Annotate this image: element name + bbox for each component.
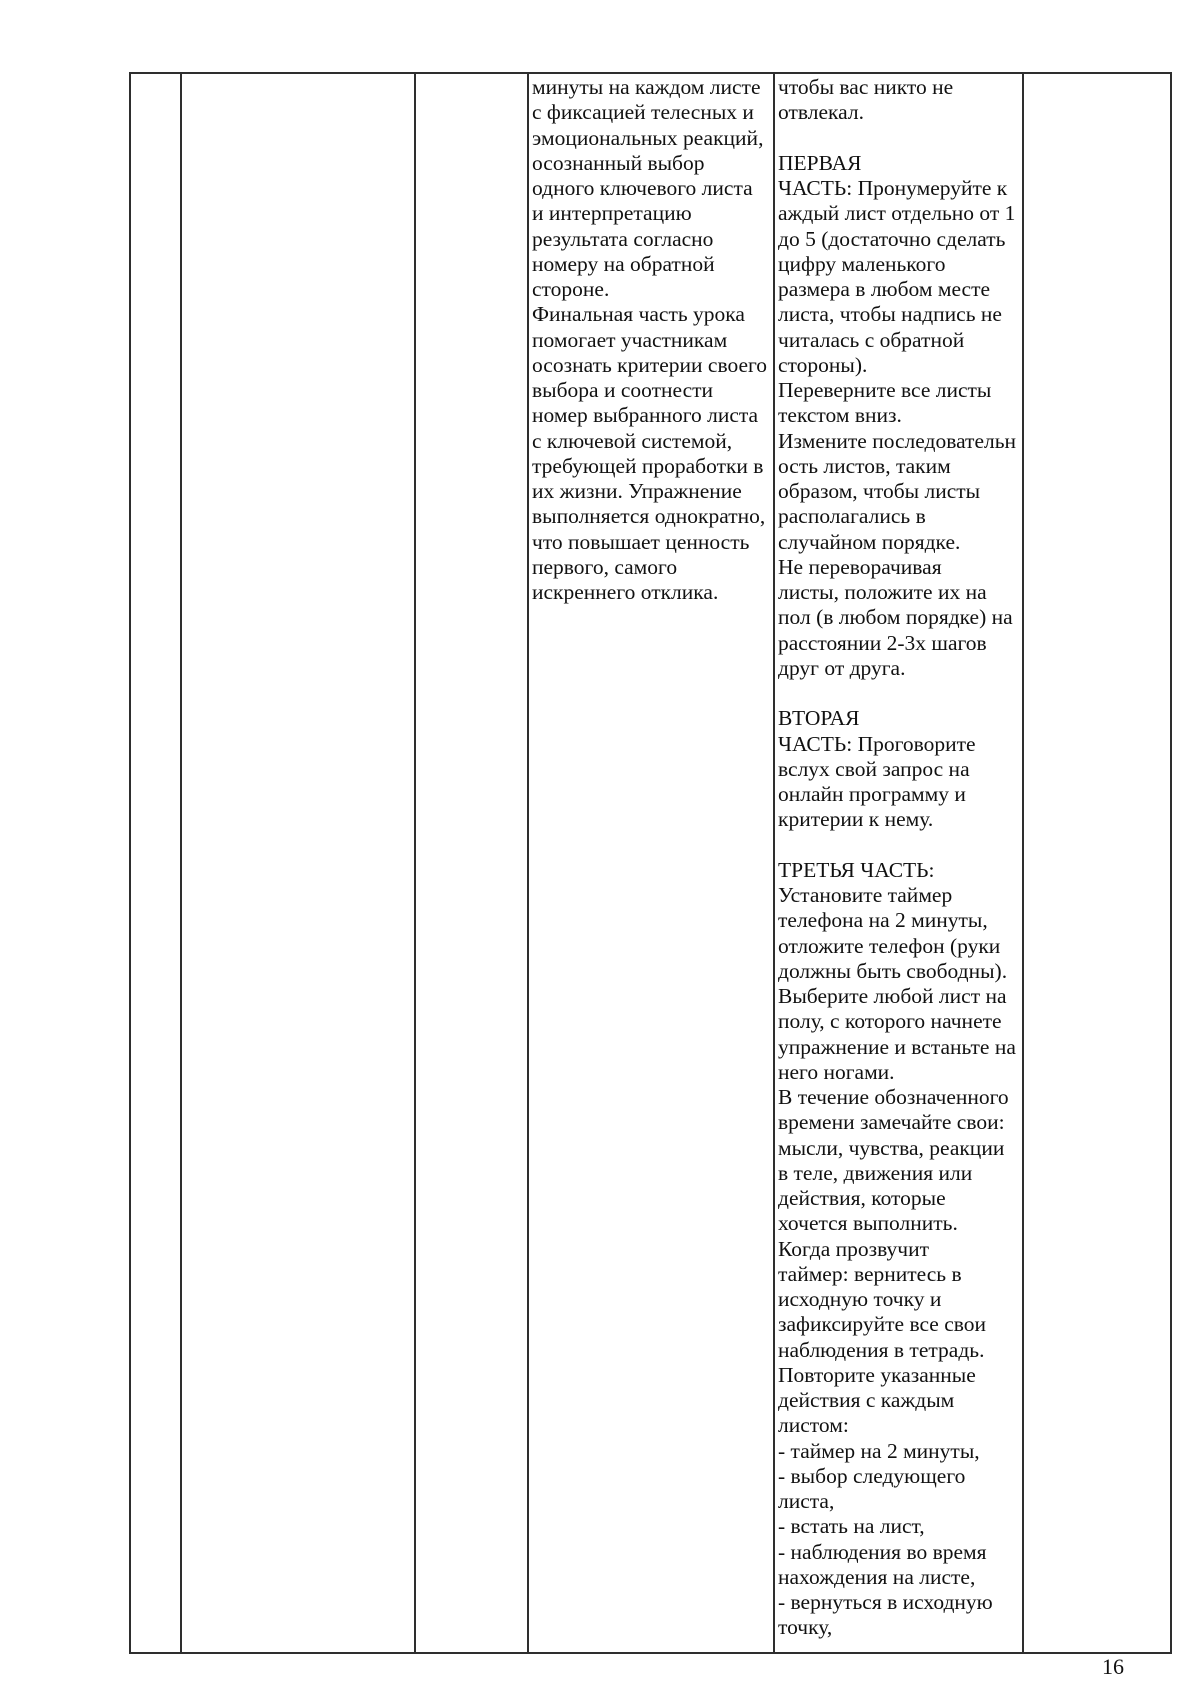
text-line: Финальная часть урока bbox=[532, 302, 745, 327]
text-line: в теле, движения или bbox=[778, 1160, 973, 1185]
table-cell-instructions bbox=[775, 74, 1024, 1652]
text-line: минуты на каждом листе bbox=[532, 75, 761, 99]
text-line: Не переворачивая bbox=[778, 554, 942, 579]
text-line: действия с каждым bbox=[778, 1388, 955, 1412]
text-line: листы, положите их на bbox=[778, 580, 987, 604]
text-line bbox=[778, 126, 1022, 151]
text-line: Выберите любой лист на bbox=[778, 984, 1007, 1008]
text-line: Измените последовательн bbox=[778, 428, 1017, 453]
text-line: их жизни. Упражнение bbox=[532, 479, 742, 503]
text-line: эмоциональных реакций, bbox=[532, 125, 764, 150]
text-line: друг от друга. bbox=[778, 655, 906, 680]
text-line: должны быть свободны). bbox=[778, 958, 1008, 983]
text-line: нахождения на листе, bbox=[778, 1564, 976, 1589]
text-line: помогает участникам bbox=[532, 327, 728, 352]
text-line: полу, с которого начнете bbox=[778, 1009, 1002, 1034]
text-line: номер выбранного листа bbox=[532, 403, 759, 428]
text-line: - наблюдения во время bbox=[778, 1539, 987, 1564]
text-line: размера в любом месте bbox=[778, 277, 991, 301]
text-line: выполняется однократно, bbox=[532, 504, 766, 529]
text-line: - выбор следующего bbox=[778, 1463, 966, 1488]
text-line: точку, bbox=[778, 1615, 833, 1640]
text-line: требующей проработки в bbox=[532, 453, 764, 478]
text-line: - вернуться в исходную bbox=[778, 1590, 993, 1614]
text-line: него ногами. bbox=[778, 1059, 895, 1084]
text-line: отложите телефон (руки bbox=[778, 933, 1001, 958]
text-line: - таймер на 2 минуты, bbox=[778, 1438, 980, 1463]
page-number: 16 bbox=[1102, 1654, 1124, 1679]
text-line: Повторите указанные bbox=[778, 1362, 976, 1387]
text-line: результата согласно bbox=[532, 226, 714, 251]
text-line: времени замечайте свои: bbox=[778, 1110, 1005, 1135]
text-line: таймер: вернитесь в bbox=[778, 1261, 962, 1286]
text-line: действия, которые bbox=[778, 1186, 946, 1210]
text-line: случайном порядке. bbox=[778, 529, 961, 554]
text-line: мысли, чувства, реакции bbox=[778, 1135, 1005, 1160]
text-line: хочется выполнить. bbox=[778, 1211, 958, 1236]
text-line: текстом вниз. bbox=[778, 403, 902, 428]
text-line: пол (в любом порядке) на bbox=[778, 605, 1013, 630]
text-line: читалась с обратной bbox=[778, 327, 965, 352]
text-line: стороне. bbox=[532, 277, 610, 301]
text-line: с фиксацией телесных и bbox=[532, 100, 754, 125]
text-line: наблюдения в тетрадь. bbox=[778, 1337, 985, 1362]
text-line bbox=[778, 681, 1022, 706]
text-line: листом: bbox=[778, 1413, 849, 1438]
text-line: упражнение и встаньте на bbox=[778, 1034, 1016, 1059]
text-line: чтобы вас никто не bbox=[778, 75, 954, 99]
table-cell-number bbox=[131, 74, 182, 1652]
text-line: первого, самого bbox=[532, 554, 678, 579]
text-line: выбора и соотнести bbox=[532, 378, 714, 402]
text-line: Когда прозвучит bbox=[778, 1236, 930, 1261]
text-line: стороны). bbox=[778, 352, 868, 377]
text-line: аждый лист отдельно от 1 bbox=[778, 201, 1016, 226]
text-line: ВТОРАЯ bbox=[778, 706, 860, 731]
table-cell-format bbox=[416, 74, 529, 1652]
text-line: располагались в bbox=[778, 504, 926, 529]
text-line: до 5 (достаточно сделать bbox=[778, 226, 1006, 251]
text-line: ЧАСТЬ: Проговорите bbox=[778, 731, 976, 756]
text-line: расстоянии 2-3х шагов bbox=[778, 630, 987, 655]
text-line: номеру на обратной bbox=[532, 251, 715, 276]
text-line: отвлекал. bbox=[778, 100, 864, 125]
table-cell-empty bbox=[1024, 74, 1170, 1652]
text-line: что повышает ценность bbox=[532, 529, 750, 554]
text-line: искреннего отклика. bbox=[532, 580, 719, 604]
text-line: осознать критерии своего bbox=[532, 352, 768, 377]
text-line: исходную точку и bbox=[778, 1287, 942, 1311]
content-table-row bbox=[129, 72, 1172, 1654]
text-line: образом, чтобы листы bbox=[778, 479, 981, 503]
text-line: телефона на 2 минуты, bbox=[778, 908, 988, 933]
text-line: листа, bbox=[778, 1489, 835, 1513]
text-line bbox=[778, 833, 1022, 858]
text-line: - встать на лист, bbox=[778, 1514, 925, 1539]
text-line: ПЕРВАЯ bbox=[778, 150, 862, 175]
table-cell-lesson-name bbox=[182, 74, 416, 1652]
text-line: и интерпретацию bbox=[532, 201, 692, 226]
text-line: Установите таймер bbox=[778, 883, 953, 907]
text-line: одного ключевого листа bbox=[532, 176, 753, 200]
table-cell-description bbox=[529, 74, 775, 1652]
text-line: с ключевой системой, bbox=[532, 428, 733, 453]
text-line: ЧАСТЬ: Пронумеруйте к bbox=[778, 176, 1008, 200]
text-line: Переверните все листы bbox=[778, 378, 992, 402]
text-line: зафиксируйте все свои bbox=[778, 1312, 987, 1337]
text-line: листа, чтобы надпись не bbox=[778, 302, 1002, 327]
text-line: вслух свой запрос на bbox=[778, 756, 970, 781]
text-line: В течение обозначенного bbox=[778, 1085, 1009, 1109]
text-line: ТРЕТЬЯ ЧАСТЬ: bbox=[778, 857, 935, 882]
text-line: онлайн программу и bbox=[778, 782, 966, 806]
text-line: критерии к нему. bbox=[778, 807, 934, 832]
text-line: осознанный выбор bbox=[532, 150, 705, 175]
text-line: цифру маленького bbox=[778, 251, 946, 276]
text-line: ость листов, таким bbox=[778, 453, 951, 478]
